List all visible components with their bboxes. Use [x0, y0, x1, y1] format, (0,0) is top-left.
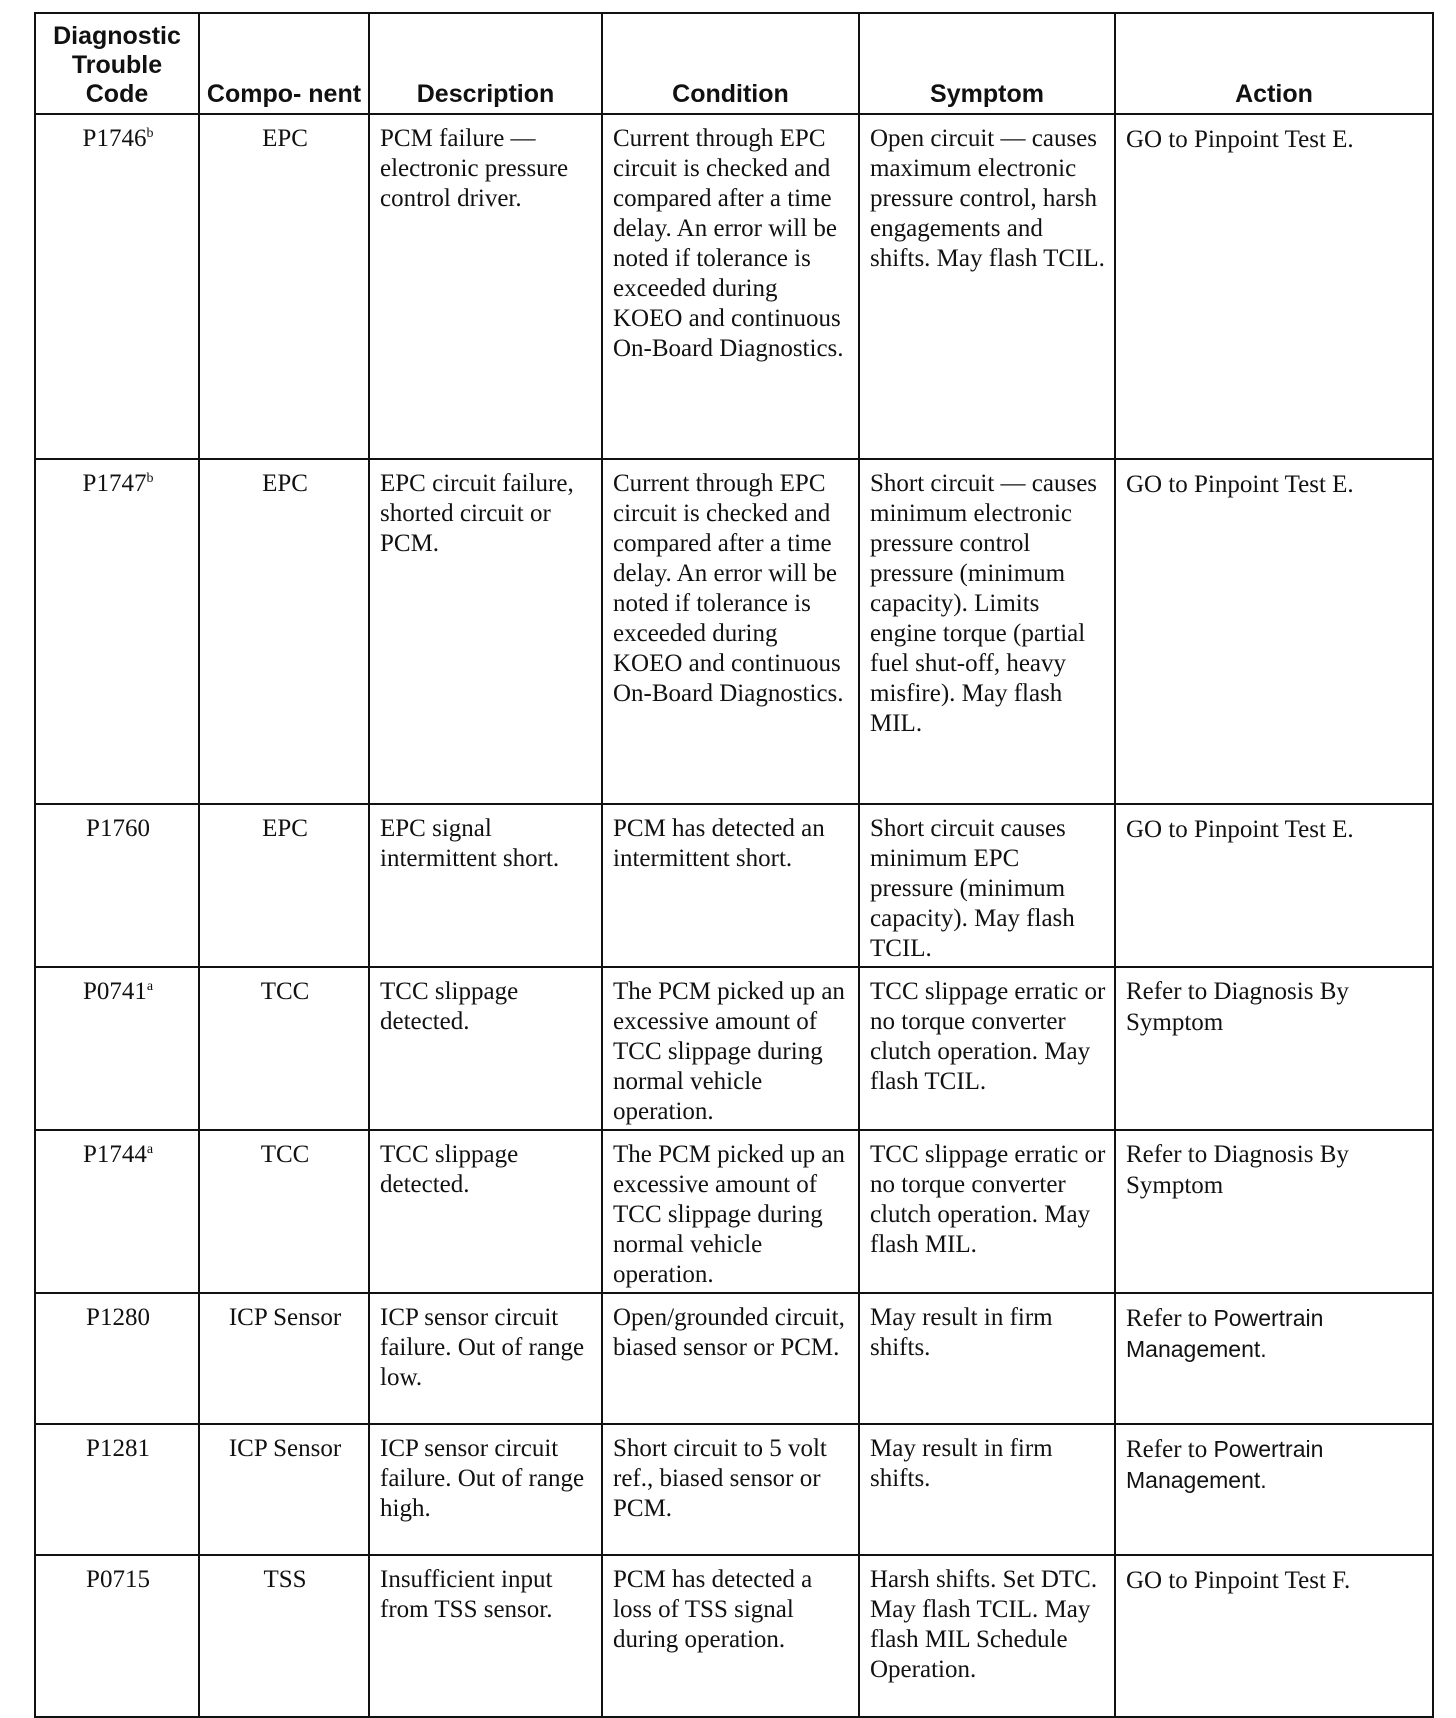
table-row [35, 459, 1433, 804]
cell-symptom: TCC slippage erratic or no torque converter clutch operation. May flash TCIL. [859, 967, 1115, 1130]
cell-component: TSS [199, 1555, 369, 1717]
header-row [35, 13, 1433, 114]
table-row [35, 1130, 1433, 1293]
cell-component: TCC [199, 967, 369, 1130]
cell-condition: PCM has detected a loss of TSS signal during operation. [602, 1555, 859, 1717]
cell-description: EPC circuit failure, shorted circuit or PCM. [369, 459, 602, 804]
cell-code [35, 1555, 199, 1717]
table-body [35, 114, 1433, 1717]
action-text: Refer to [1126, 1436, 1214, 1463]
cell-component: TCC [199, 1130, 369, 1293]
cell-condition: Open/grounded circuit, biased sensor or PCM. [602, 1293, 859, 1424]
cell-symptom: May result in firm shifts. [859, 1424, 1115, 1555]
cell-condition: The PCM picked up an excessive amount of TCC slippage during normal vehicle operation. [602, 1130, 859, 1293]
dtc-table [34, 12, 1434, 1718]
footnote-marker: b [146, 471, 154, 486]
table-header [35, 13, 1433, 114]
action-reference: Powertrain Management. [1126, 1436, 1324, 1493]
cell-action [1115, 114, 1433, 459]
cell-action [1115, 804, 1433, 967]
cell-code [35, 459, 199, 804]
header-code-text: Diagnostic Trouble Code [53, 22, 181, 108]
table-row [35, 1555, 1433, 1717]
code-text: P1760 [86, 815, 150, 842]
action-text: GO to Pinpoint Test F. [1126, 1567, 1351, 1594]
cell-component: ICP Sensor [199, 1293, 369, 1424]
footnote-marker: b [146, 126, 154, 141]
table-row [35, 967, 1433, 1130]
header-action: Action [1115, 13, 1433, 114]
cell-description: ICP sensor circuit failure. Out of range high. [369, 1424, 602, 1555]
header-description: Description [369, 13, 602, 114]
action-reference: Powertrain Management. [1126, 1305, 1324, 1362]
cell-condition: Short circuit to 5 volt ref., biased sensor or PCM. [602, 1424, 859, 1555]
code-text: P1747 [82, 470, 147, 497]
cell-action [1115, 967, 1433, 1130]
cell-symptom: Open circuit — causes maximum electronic pressure control, harsh engagements and shifts. May flash TCIL. [859, 114, 1115, 459]
header-component [199, 13, 369, 114]
cell-description: EPC signal intermittent short. [369, 804, 602, 967]
cell-component: EPC [199, 804, 369, 967]
action-text: GO to Pinpoint Test E. [1126, 126, 1354, 153]
footnote-marker: a [146, 979, 154, 994]
cell-condition: PCM has detected an intermittent short. [602, 804, 859, 967]
cell-component: ICP Sensor [199, 1424, 369, 1555]
action-text: GO to Pinpoint Test E. [1126, 471, 1354, 498]
action-text: Refer to [1126, 1305, 1214, 1332]
cell-action [1115, 1130, 1433, 1293]
header-code [35, 13, 199, 114]
footnote-marker: a [146, 1142, 154, 1157]
cell-component: EPC [199, 114, 369, 459]
cell-condition: Current through EPC circuit is checked and compared after a time delay. An error will be noted if tolerance is exceeded during KOEO and continuous On-Board Diagnostics. [602, 459, 859, 804]
cell-action [1115, 1555, 1433, 1717]
cell-description: TCC slippage detected. [369, 967, 602, 1130]
code-text: P1280 [86, 1304, 150, 1331]
cell-action [1115, 1424, 1433, 1555]
cell-code [35, 1424, 199, 1555]
code-text: P1744 [82, 1141, 147, 1168]
cell-condition: The PCM picked up an excessive amount of TCC slippage during normal vehicle operation. [602, 967, 859, 1130]
cell-description: ICP sensor circuit failure. Out of range low. [369, 1293, 602, 1424]
table-row [35, 114, 1433, 459]
code-text: P1281 [86, 1435, 150, 1462]
table-row [35, 1293, 1433, 1424]
cell-action [1115, 459, 1433, 804]
cell-condition: Current through EPC circuit is checked and compared after a time delay. An error will be noted if tolerance is exceeded during KOEO and continuous On-Board Diagnostics. [602, 114, 859, 459]
table-row [35, 804, 1433, 967]
action-text: Refer to Diagnosis By Symptom [1126, 1141, 1349, 1199]
cell-action [1115, 1293, 1433, 1424]
cell-code [35, 804, 199, 967]
cell-description: TCC slippage detected. [369, 1130, 602, 1293]
cell-description: PCM failure — electronic pressure control driver. [369, 114, 602, 459]
header-symptom: Symptom [859, 13, 1115, 114]
cell-code [35, 967, 199, 1130]
header-condition: Condition [602, 13, 859, 114]
cell-symptom: Short circuit — causes minimum electronic pressure control pressure (minimum capacity). Limits engine torque (partial fuel shut-off, heavy misfire). May flash MIL. [859, 459, 1115, 804]
table-row [35, 1424, 1433, 1555]
cell-code [35, 1130, 199, 1293]
cell-code [35, 114, 199, 459]
header-component-text: Compo- nent [206, 80, 362, 108]
code-text: P1746 [82, 125, 147, 152]
action-text: GO to Pinpoint Test E. [1126, 816, 1354, 843]
code-text: P0715 [86, 1566, 150, 1593]
action-text: Refer to Diagnosis By Symptom [1126, 978, 1349, 1036]
cell-code [35, 1293, 199, 1424]
cell-symptom: Harsh shifts. Set DTC. May flash TCIL. May flash MIL Schedule Operation. [859, 1555, 1115, 1717]
cell-component: EPC [199, 459, 369, 804]
cell-description: Insufficient input from TSS sensor. [369, 1555, 602, 1717]
cell-symptom: TCC slippage erratic or no torque converter clutch operation. May flash MIL. [859, 1130, 1115, 1293]
cell-symptom: May result in firm shifts. [859, 1293, 1115, 1424]
code-text: P0741 [82, 978, 147, 1005]
cell-symptom: Short circuit causes minimum EPC pressure (minimum capacity). May flash TCIL. [859, 804, 1115, 967]
